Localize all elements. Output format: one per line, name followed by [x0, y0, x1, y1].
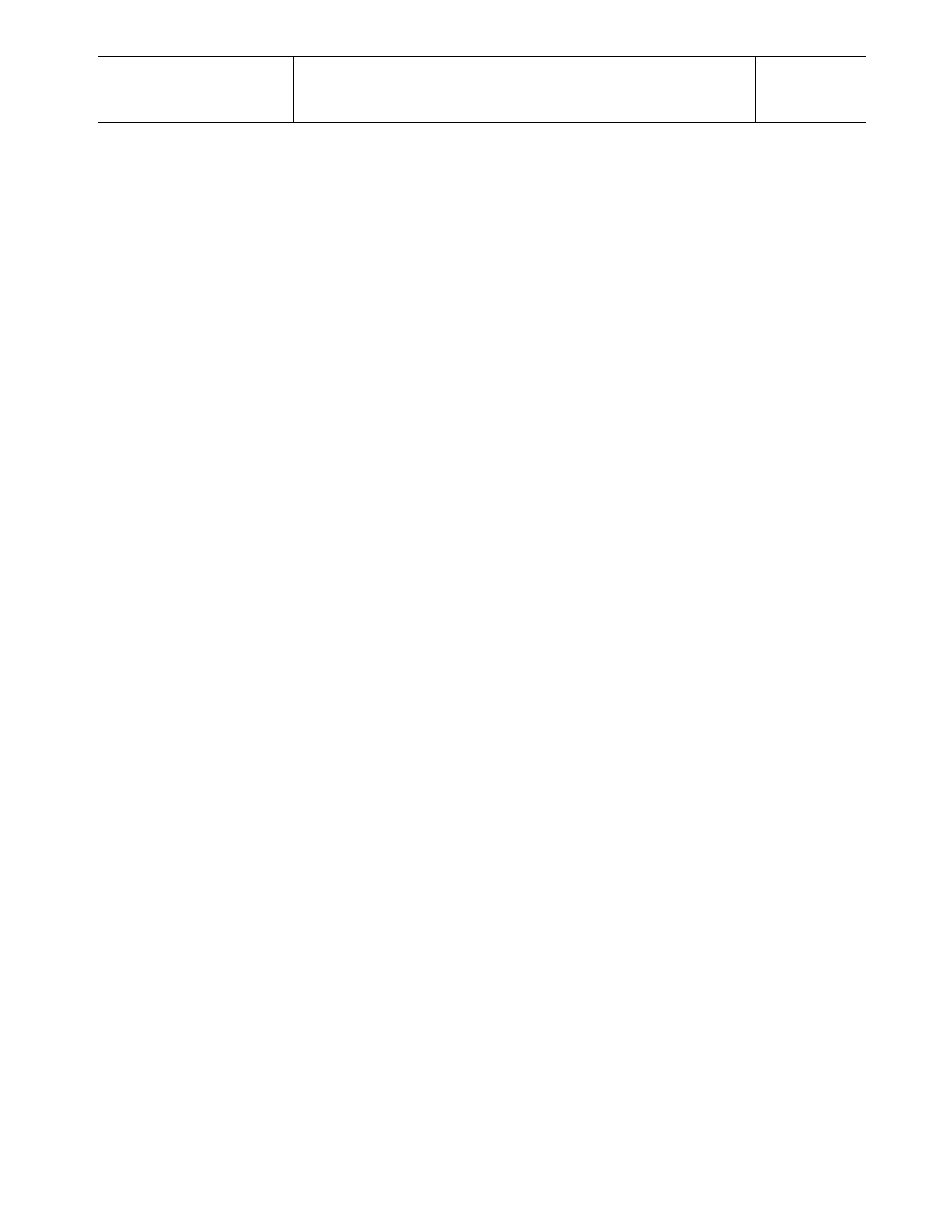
header-meta: [98, 57, 293, 122]
header-motto: [293, 57, 756, 122]
page-header: [98, 56, 866, 123]
header-page-info: [756, 57, 866, 122]
